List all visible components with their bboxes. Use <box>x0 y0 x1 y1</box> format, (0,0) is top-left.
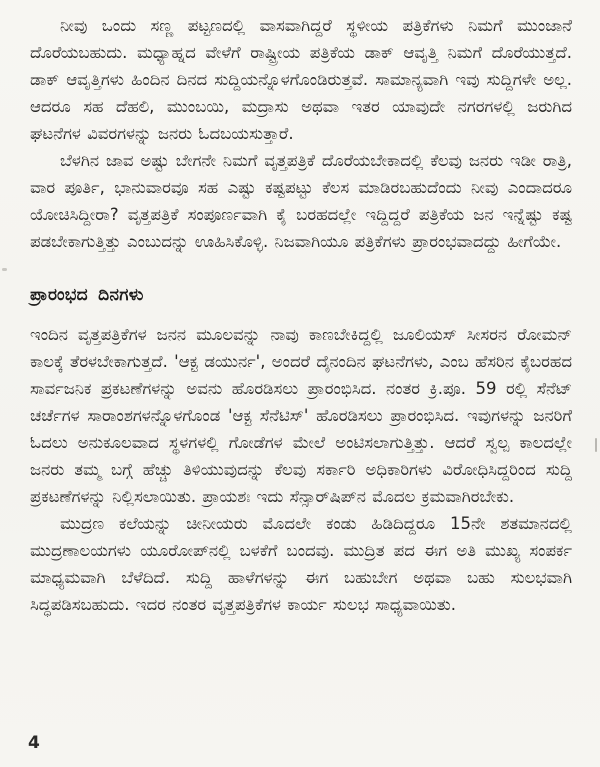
paragraph: ಮುದ್ರಣ ಕಲೆಯನ್ನು ಚೀನೀಯರು ಮೊದಲೇ ಕಂಡು ಹಿಡಿದಿದ್ದರೂ 15ನೇ ಶತಮಾನದಲ್ಲಿ ಮುದ್ರಣಾಲಯಗಳು ಯೂರೋಪ್‌ನಲ್ಲಿ ಬಳಕೆಗೆ ಬಂದವು. ಮುದ್ರಿತ ಪದ ಈಗ ಅತಿ ಮುಖ್ಯ ಸಂಪರ್ಕ ಮಾಧ್ಯಮವಾಗಿ ಬೆಳೆದಿದೆ. ಸುದ್ದಿ ಹಾಳೆಗಳನ್ನು ಈಗ ಬಹುಬೇಗ ಅಥವಾ ಬಹು ಸುಲಭವಾಗಿ ಸಿದ್ಧಪಡಿಸಬಹುದು. ಇದರ ನಂತರ ವೃತ್ತಪತ್ರಿಕೆಗಳ ಕಾರ್ಯ ಸುಲಭ ಸಾಧ್ಯವಾಯಿತು. <box>30 514 572 614</box>
paragraph: ಇಂದಿನ ವೃತ್ತಪತ್ರಿಕೆಗಳ ಜನನ ಮೂಲವನ್ನು ನಾವು ಕಾಣಬೇಕಿದ್ದಲ್ಲಿ ಜೂಲಿಯಸ್ ಸೀಸರನ ರೋಮನ್ ಕಾಲಕ್ಕೆ ತೆರಳಬೇಕಾಗುತ್ತದೆ. 'ಆಕ್ಟ ಡಯುರ್ನ', ಅಂದರೆ ದೈನಂದಿನ ಘಟನೆಗಳು, ಎಂಬ ಹೆಸರಿನ ಕೈಬರಹದ ಸಾರ್ವಜನಿಕ ಪ್ರಕಟಣೆಗಳನ್ನು ಅವನು ಹೊರಡಿಸಲು ಪ್ರಾರಂಭಿಸಿದ. ನಂತರ ಕ್ರಿ.ಪೂ. 59 ರಲ್ಲಿ ಸೆನೆಟ್ ಚರ್ಚೆಗಳ ಸಾರಾಂಶಗಳನ್ನೊಳಗೊಂಡ 'ಆಕ್ಟ ಸೆನೆಟಿಸ್' ಹೊರಡಿಸಲು ಪ್ರಾರಂಭಿಸಿದ. ಇವುಗಳನ್ನು ಜನರಿಗೆ ಓದಲು ಅನುಕೂಲವಾದ ಸ್ಥಳಗಳಲ್ಲಿ ಗೋಡೆಗಳ ಮೇಲೆ ಅಂಟಿಸಲಾಗುತ್ತಿತ್ತು. ಆದರೆ ಸ್ವಲ್ಪ ಕಾಲದಲ್ಲೇ ಜನರು ತಮ್ಮ ಬಗ್ಗೆ ಹೆಚ್ಚು ತಿಳಿಯುವುದನ್ನು ಕೆಲವು ಸರ್ಕಾರಿ ಅಧಿಕಾರಿಗಳು ವಿರೋಧಿಸಿದ್ದರಿಂದ ಸುದ್ದಿ ಪ್ರಕಟಣೆಗಳನ್ನು ನಿಲ್ಲಿಸಲಾಯಿತು. ಪ್ರಾಯಶಃ ಇದು ಸೆನ್ಸಾರ್‌ಷಿಪ್‌ನ ಮೊದಲ ಕ್ರಮವಾಗಿರಬೇಕು. <box>30 325 572 506</box>
paragraph: ಬೆಳಗಿನ ಜಾವ ಅಷ್ಟು ಬೇಗನೇ ನಿಮಗೆ ವೃತ್ತಪತ್ರಿಕೆ ದೊರೆಯಬೇಕಾದಲ್ಲಿ ಕೆಲವು ಜನರು ಇಡೀ ರಾತ್ರಿ, ವಾರ ಪೂರ್ತಿ, ಭಾನುವಾರವೂ ಸಹ ಎಷ್ಟು ಕಷ್ಟಪಟ್ಟು ಕೆಲಸ ಮಾಡಿರಬಹುದೆಂದು ನೀವು ಎಂದಾದರೂ ಯೋಚಿಸಿದ್ದೀರಾ? ವೃತ್ತಪತ್ರಿಕೆ ಸಂಪೂರ್ಣವಾಗಿ ಕೈ ಬರಹದಲ್ಲೇ ಇದ್ದಿದ್ದರೆ ಪತ್ರಿಕೆಯ ಜನ ಇನ್ನೆಷ್ಟು ಕಷ್ಟ ಪಡಬೇಕಾಗುತ್ತಿತ್ತು ಎಂಬುದನ್ನು ಊಹಿಸಿಕೊಳ್ಳಿ. ನಿಜವಾಗಿಯೂ ಪತ್ರಿಕೆಗಳು ಪ್ರಾರಂಭವಾದದ್ದು ಹೀಗೆಯೇ. <box>30 151 572 251</box>
scan-artifact <box>2 268 7 271</box>
page-body-text <box>30 12 572 618</box>
page-number: 4 <box>28 733 40 753</box>
scan-artifact <box>595 438 597 452</box>
paragraph: ನೀವು ಒಂದು ಸಣ್ಣ ಪಟ್ಟಣದಲ್ಲಿ ವಾಸವಾಗಿದ್ದರೆ ಸ್ಥಳೀಯ ಪತ್ರಿಕೆಗಳು ನಿಮಗೆ ಮುಂಜಾನೆ ದೊರೆಯಬಹುದು. ಮಧ್ಯಾಹ್ನದ ವೇಳೆಗೆ ರಾಷ್ಟ್ರೀಯ ಪತ್ರಿಕೆಯ ಡಾಕ್ ಆವೃತ್ತಿ ನಿಮಗೆ ದೊರೆಯುತ್ತದೆ. ಡಾಕ್ ಆವೃತ್ತಿಗಳು ಹಿಂದಿನ ದಿನದ ಸುದ್ದಿಯನ್ನೊಳಗೊಂಡಿರುತ್ತವೆ. ಸಾಮಾನ್ಯವಾಗಿ ಇವು ಸುದ್ದಿಗಳೇ ಅಲ್ಲ. ಆದರೂ ಸಹ ದೆಹಲಿ, ಮುಂಬಯಿ, ಮದ್ರಾಸು ಅಥವಾ ಇತರ ಯಾವುದೇ ನಗರಗಳಲ್ಲಿ ಜರುಗಿದ ಘಟನೆಗಳ ವಿವರಗಳನ್ನು ಜನರು ಓದಬಯಸುತ್ತಾರೆ. <box>30 16 572 143</box>
section-heading: ಪ್ರಾರಂಭದ ದಿನಗಳು <box>30 285 144 305</box>
